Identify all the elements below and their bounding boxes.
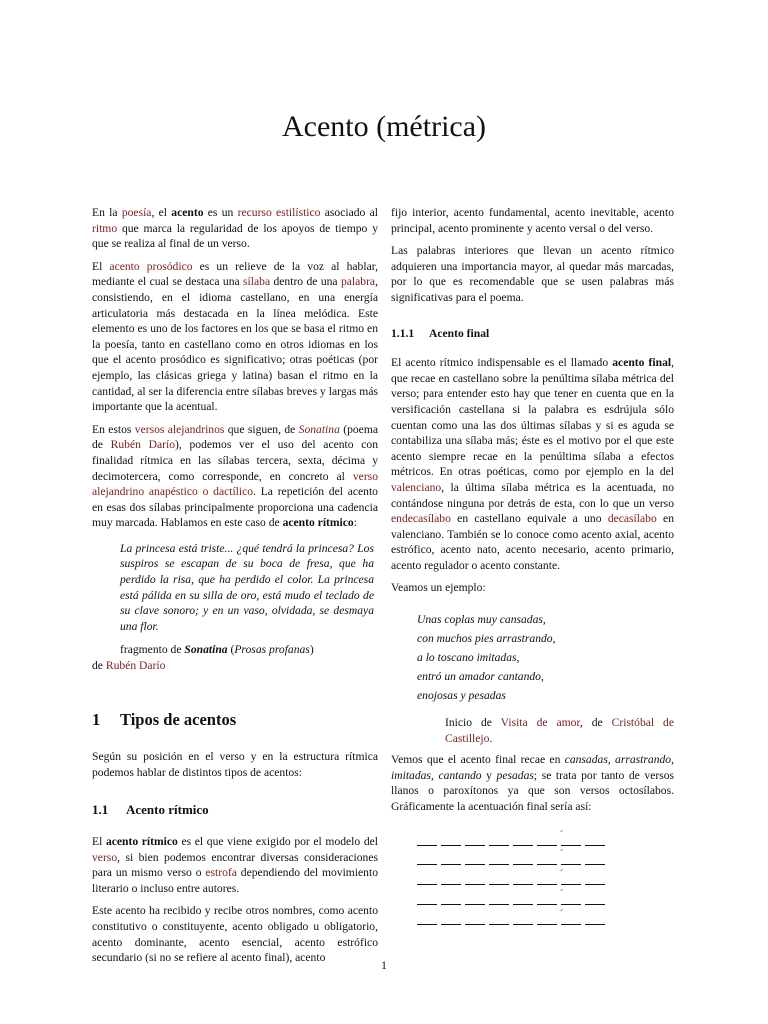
link-visita-de-amor[interactable]: Visita de amor xyxy=(500,716,580,730)
example-intro: Veamos un ejemplo: xyxy=(391,581,486,595)
analysis-paragraph: Vemos que el acento final recae en cansadas, arrastrando, imitadas, cantando y pesadas; se trata por tanto de versos llanos o paroxítonos ya que son versos octosílabos. Gráficamente la acentuación final sería así: xyxy=(391,753,675,814)
link-verso[interactable]: verso xyxy=(92,850,118,864)
link-versos-alejandrinos[interactable]: versos alejandrinos xyxy=(134,422,225,436)
link-sonatina[interactable]: Sonatina xyxy=(298,422,340,436)
link-ruben-dario[interactable]: Rubén Darío xyxy=(110,438,176,452)
accent-mark: ´ xyxy=(559,828,563,841)
page-number: 1 xyxy=(381,958,387,972)
poem-quote: La princesa está triste... ¿qué tendrá la princesa? Los suspiros se escapan de su boca de fresa, que ha perdido la risa, que ha perdido el color. La princesa está pálida en su silla de oro, está mudo el teclado de su clave sonoro; y en un vaso, olvidada, se desmaya una flor. xyxy=(120,541,374,633)
verse-line: a lo toscano imitadas, xyxy=(417,651,520,665)
accent-scheme xyxy=(417,828,674,932)
link-palabra[interactable]: palabra xyxy=(340,275,376,289)
link-decasilabo[interactable]: decasílabo xyxy=(607,512,657,526)
scheme-row xyxy=(417,848,674,872)
link-endecasilabo[interactable]: endecasílabo xyxy=(391,512,451,526)
verse-caption: Inicio de Visita de amor, de Cristóbal de Castillejo. xyxy=(445,716,674,745)
subsection-heading: 1.1 Acento rítmico xyxy=(92,802,209,818)
alexandrine-paragraph: En estos versos alejandrinos que siguen, de Sonatina (poema de Rubén Darío), podemos ver el uso del acento con finalidad rítmica en las sílabas tercera, sexta, décima y decimotercera, como corresponde, en concreto al verso alejandrino anapéstico o dactílico. La repetición del acento en esas dos sílabas principalmente proporciona una cadencia muy marcada. Hablamos en este caso de acento rítmico: xyxy=(92,422,379,530)
link-ritmo[interactable]: ritmo xyxy=(92,221,118,235)
accent-mark: ´ xyxy=(559,907,563,920)
link-acento-prosodico[interactable]: acento prosódico xyxy=(109,259,193,273)
scheme-row xyxy=(417,888,674,912)
names-continued-paragraph: fijo interior, acento fundamental, acento inevitable, acento principal, acento prominente y acento versal o del verso. xyxy=(391,206,674,235)
quote-caption-author: de Rubén Darío xyxy=(92,659,166,673)
page-title: Acento (métrica) xyxy=(281,110,487,143)
verse-line: enojosas y pesadas xyxy=(417,689,506,703)
scheme-row xyxy=(417,868,674,892)
verse-example xyxy=(417,610,674,705)
types-paragraph: Según su posición en el verso y en la estructura rítmica podemos hablar de distintos tipos de acentos: xyxy=(92,750,378,779)
section-heading: 1 Tipos de acentos xyxy=(92,709,237,729)
link-recurso-estilistico[interactable]: recurso estilístico xyxy=(237,206,321,219)
intro-paragraph: En la poesía, el acento es un recurso estilístico asociado al ritmo que marca la regularidad de los apoyos de tiempo y que se realiza al final de un verso. xyxy=(92,206,378,251)
link-estrofa[interactable]: estrofa xyxy=(205,866,237,880)
quote-caption: fragmento de Sonatina (Prosas profanas) xyxy=(120,643,314,657)
names-paragraph: Este acento ha recibido y recibe otros nombres, como acento constitutivo o constituyente, acento obligado u obligatorio, acento dominante, acento esencial, acento estrófico secundario (si no se refiere al acento final), acento xyxy=(92,904,378,965)
link-valenciano[interactable]: valenciano xyxy=(391,480,442,494)
accent-mark: ´ xyxy=(559,888,563,901)
left-column xyxy=(92,205,378,973)
link-cristobal-de-castillejo[interactable]: Cristóbal de Castillejo xyxy=(445,716,674,745)
link-silaba[interactable]: sílaba xyxy=(243,275,271,289)
verse-line: Unas coplas muy cansadas, xyxy=(417,613,546,627)
right-column xyxy=(391,205,674,932)
final-accent-paragraph: El acento rítmico indispensable es el llamado acento final, que recae en castellano sobre la penúltima sílaba métrica del verso; para entender esto hay que tener en cuenta que en la versificación castellana si la palabra es esdrújula sólo cuentan como una las dos últimas sílabas y si es aguda se contabiliza una sílaba más; éste es el motivo por el que este acento siempre recae en la penúltima sílaba a efectos métricos. En otras poéticas, como por ejemplo en la del valenciano, la última sílaba métrica es la acentuada, no contándose ninguna por detrás de esta, con lo que un verso endecasílabo en castellano equivale a uno decasílabo en valenciano. También se lo conoce como acento axial, acento estrófico, acento nato, acento necesario, acento primario, acento regulador o acento constante. xyxy=(391,356,675,572)
accent-mark: ´ xyxy=(559,848,563,861)
link-poesia[interactable]: poesía xyxy=(121,206,152,219)
link-verso-alejandrino[interactable]: verso alejandrino anapéstico o dactílico xyxy=(92,469,378,499)
verse-line: con muchos pies arrastrando, xyxy=(417,632,556,646)
interior-words-paragraph: Las palabras interiores que llevan un acento rítmico adquieren una importancia mayor, al quedar más marcadas, por lo que es recomendable que se usen palabras más significativas para el poema. xyxy=(391,244,674,304)
accent-mark: ´ xyxy=(559,868,563,881)
prosodic-paragraph: El acento prosódico es un relieve de la voz al hablar, mediante el cual se destaca una sílaba dentro de una palabra, consistiendo, en el idioma castellano, en una energía articulatoria más destacada en la línea melódica. Este elemento es uno de los factores en los que se basa el ritmo en la poesía, tanto en castellano como en otros idiomas en los que el acento prosódico es significativo; otras poéticas (por ejemplo, las clásicas griega y latina) basan el ritmo en la cantidad, al ser la diferencia entre sílabas breves y largas más importante que la acentual. xyxy=(92,259,379,414)
verse-line: entró un amador cantando, xyxy=(417,670,544,684)
link-ruben-dario-caption[interactable]: Rubén Darío xyxy=(105,659,166,673)
scheme-row xyxy=(417,828,674,853)
scheme-row xyxy=(417,907,674,932)
rhythmic-paragraph: El acento rítmico es el que viene exigido por el modelo del verso, si bien podemos encontrar diversas consideraciones para un mismo verso o estrofa dependiendo del movimiento literario o incluso entre autores. xyxy=(92,835,378,895)
subsubsection-heading: 1.1.1 Acento final xyxy=(391,326,490,340)
